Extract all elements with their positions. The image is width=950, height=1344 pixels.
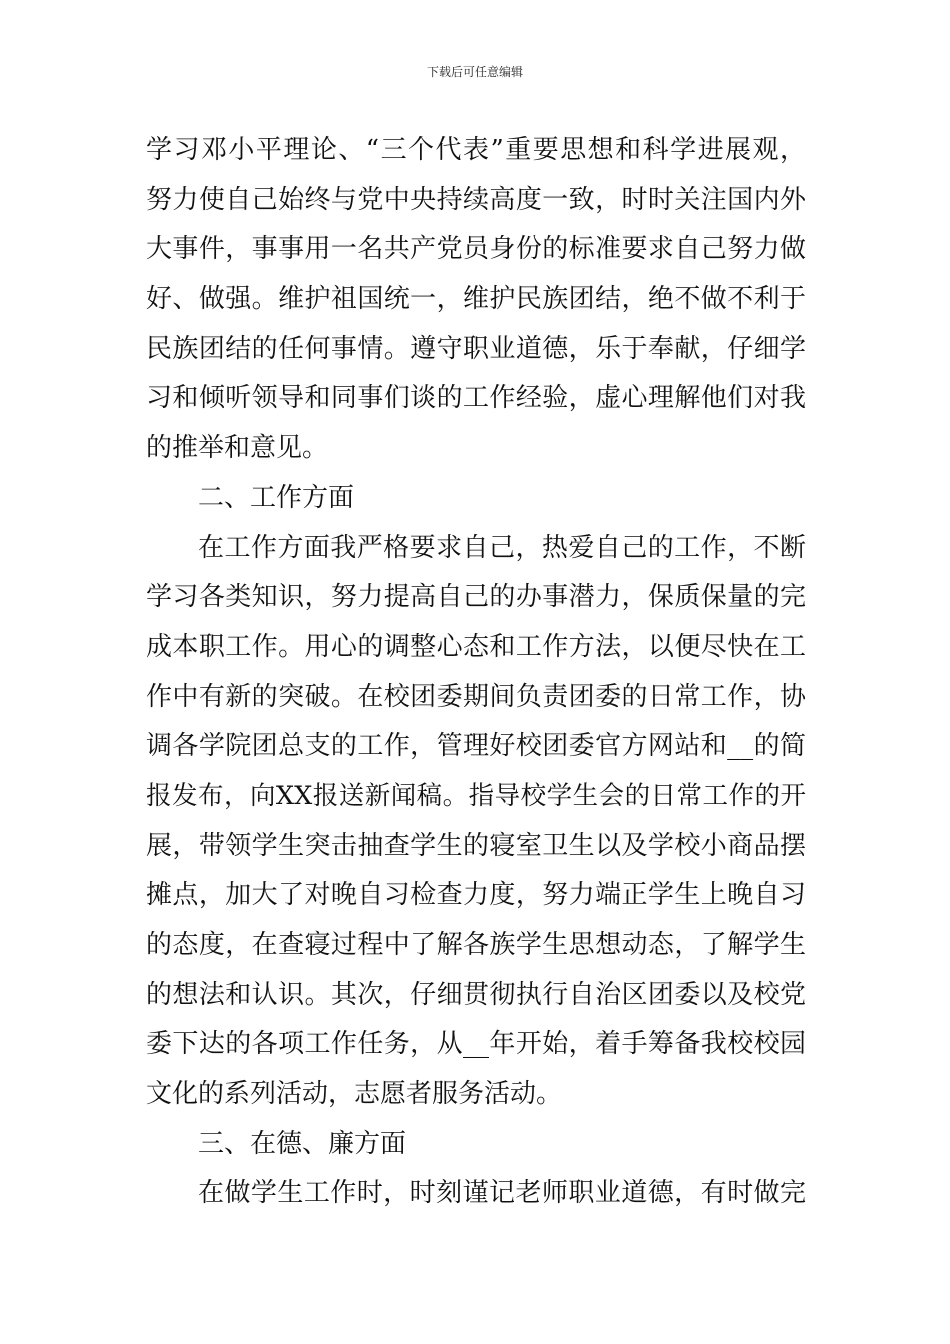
text-line: 学习各类知识，努力提高自己的办事潜力，保质保量的完 xyxy=(146,582,806,613)
text-line: 学习邓小平理论、“三个代表”重要思想和科学进展观， xyxy=(146,135,806,165)
text-line: 成本职工作。用心的调整心态和工作方法，以便尽快在工 xyxy=(146,631,806,662)
document-body xyxy=(146,126,806,1219)
text-line: 好、做强。维护祖国统一，维护民族团结，绝不做不利于 xyxy=(146,284,806,315)
text-line: 展，带领学生突击抽查学生的寝室卫生以及学校小商品摆 xyxy=(146,830,806,861)
text-line: 报发布，向XX报送新闻稿。指导校学生会的日常工作的开 xyxy=(146,780,806,811)
text-line: 的推举和意见。 xyxy=(146,433,329,464)
text-line: 作中有新的突破。在校团委期间负责团委的日常工作，协 xyxy=(146,681,806,712)
page-header: 下载后可任意编辑 xyxy=(426,65,523,79)
text-line: 二、工作方面 xyxy=(198,482,355,513)
text-line: 习和倾听领导和同事们谈的工作经验，虚心理解他们对我 xyxy=(146,383,806,414)
text-line: 的态度，在查寝过程中了解各族学生思想动态，了解学生 xyxy=(146,930,806,960)
text-line: 在做学生工作时，时刻谨记老师职业道德，有时做完 xyxy=(198,1178,806,1209)
text-line: 委下达的各项工作任务，从__年开始，着手筹备我校校园 xyxy=(146,1029,806,1060)
text-line: 在工作方面我严格要求自己，热爱自己的工作，不断 xyxy=(198,532,806,563)
text-line: 三、在德、廉方面 xyxy=(198,1128,407,1159)
text-line: 的想法和认识。其次，仔细贯彻执行自治区团委以及校党 xyxy=(146,979,806,1010)
text-line: 民族团结的任何事情。遵守职业道德，乐于奉献，仔细学 xyxy=(146,333,806,364)
text-line: 摊点，加大了对晚自习检查力度，努力端正学生上晚自习 xyxy=(146,880,806,911)
text-line: 调各学院团总支的工作，管理好校团委官方网站和__的简 xyxy=(146,731,806,762)
text-line: 努力使自己始终与党中央持续高度一致，时时关注国内外 xyxy=(146,184,806,215)
text-line: 大事件，事事用一名共产党员身份的标准要求自己努力做 xyxy=(146,234,806,265)
text-line: 文化的系列活动，志愿者服务活动。 xyxy=(146,1079,563,1110)
